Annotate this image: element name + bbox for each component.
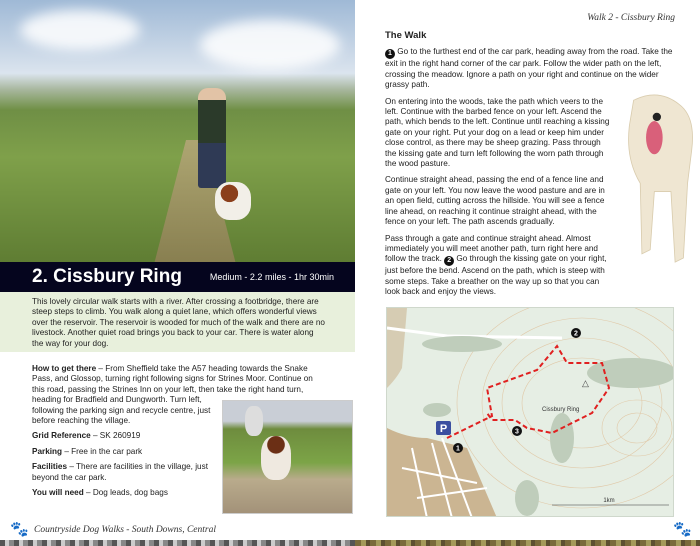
step-marker-1: 1	[385, 49, 395, 59]
map-marker-2: 2	[574, 330, 578, 338]
map-label: Cissbury Ring	[542, 407, 580, 413]
step-marker-2: 2	[444, 256, 454, 266]
map-marker-3: 3	[515, 428, 519, 436]
how-text-2: heading for Bradfield and Dungworth. Turn left, following the parking sign and recycle centre, just before reaching the village.	[32, 395, 211, 426]
facilities-label: Facilities	[32, 462, 68, 472]
grid-text: – SK 260919	[90, 431, 141, 441]
running-head: Walk 2 - Cissbury Ring	[587, 13, 675, 23]
map-scale: 1km	[603, 498, 615, 504]
paragraph-1: Go to the furthest end of the car park, heading away from the road. Take the exit in the right hand corner of the car park. Follow the wider path on the left, crossing the meadow. Ignore a path on your right and continue on the wider grassy path.	[385, 47, 673, 90]
dogs-photo	[222, 400, 353, 514]
need-label: You will need	[32, 488, 84, 498]
section-heading: The Walk	[385, 30, 427, 41]
walk-stats: Medium - 2.2 miles - 1hr 30min	[209, 272, 334, 282]
paw-icon: 🐾	[10, 522, 29, 538]
paragraph-3: Continue straight ahead, passing the end of a fence line and gate on your left. You now leave the wood pasture and are in an open field, cutting across the hillside. You will see a fence line ahead, on reaching it continue straight ahead, with the fence on your left. The path ascends gradually.	[385, 175, 605, 227]
route-map	[386, 307, 674, 517]
bottom-strip	[355, 540, 700, 546]
map-marker-1: 1	[456, 445, 460, 453]
right-page	[355, 0, 700, 546]
walk-title: 2. Cissbury Ring	[32, 266, 182, 287]
facilities-text: – There are facilities in the village, just beyond the car park.	[32, 462, 208, 482]
bottom-strip	[0, 540, 355, 546]
grid-label: Grid Reference	[32, 431, 91, 441]
hero-photo-man-and-dog	[0, 0, 355, 262]
footer	[10, 522, 216, 538]
paw-icon: 🐾	[673, 521, 692, 538]
paragraph-4b: Go through the kissing gate on your right, just before the bend. Ascend on the path, which is steep with some steps. Take a breather on the way up so that you can look back and enjoy the views.	[385, 254, 607, 297]
footer-text: Countryside Dog Walks - South Downs, Central	[34, 525, 216, 535]
need-text: – Dog leads, dog bags	[83, 488, 168, 498]
paragraph-2: On entering into the woods, take the path which veers to the left. Continue with the barbed fence on your left. Ascend the path, which bends to the left. Continue until reaching a kissing gate on your right. Put your dog on a lead or keep him under close control, as there may be sheep grazing. Pass through the kissing gate and turn left following the worn path through the wood pasture.	[385, 96, 610, 169]
parking-text: – Free in the car park	[62, 446, 143, 456]
how-label: How to get there	[32, 364, 97, 373]
parking-label: Parking	[32, 446, 63, 456]
title-band	[0, 262, 355, 292]
paragraph-4a: Pass through a gate and continue straight ahead. Almost immediately you will meet another path, turn right here and follow the track.	[385, 233, 598, 264]
intro-text: This lovely circular walk starts with a river. After crossing a footbridge, there are steep steps to climb. You walk along a quiet lane, which offers wonderful views over the reservoir. The reservoir is wooded for much of the walk and there are no livestock. Another quiet road brings you back to your car. There is water along the way for your dog.	[0, 292, 355, 352]
dog-photo-cutout	[617, 92, 700, 307]
parking-icon: P	[439, 423, 448, 435]
how-text: – From Sheffield take the A57 heading towards the Snake Pass, and Glossop, turning right following signs for Strines Moor. Continue on this road, passing the Strines Inn on your left, then take the right hand turn,	[32, 364, 313, 394]
svg-text:△: △	[582, 378, 589, 388]
